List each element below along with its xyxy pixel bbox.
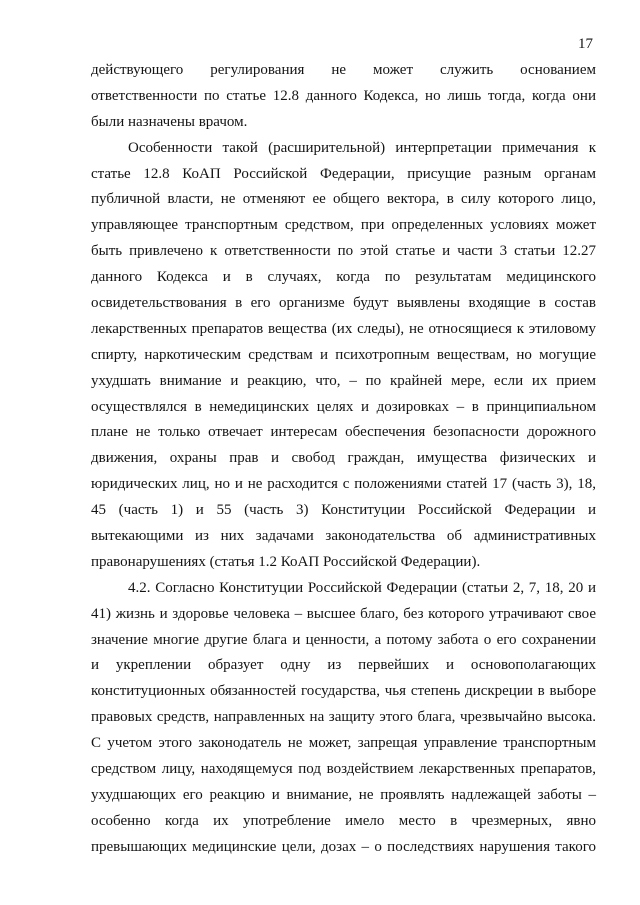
paragraph-line: конституционных обязанностей государства, чья степень дискреции в выборе [91,683,596,700]
paragraph-line: управляющее транспортным средством, при определенных условиях может [91,217,596,234]
paragraph-line: ухудшающих его реакцию и внимание, не проявлять надлежащей заботы – [91,786,596,803]
paragraph-line: и укреплении образует одну из первейших и основополагающих [91,657,596,674]
paragraph-line: 41) жизнь и здоровье человека – высшее благо, без которого утрачивают свое [91,605,596,622]
paragraph [91,136,596,576]
paragraph-line: значение многие другие блага и ценности, а потому забота о его сохранении [91,631,596,648]
paragraph-line: 45 (часть 1) и 55 (часть 3) Конституции Российской Федерации и [91,502,596,519]
paragraph-line: действующего регулирования не может служить основанием [91,62,596,78]
paragraph-line: движения, охраны прав и свобод граждан, имущества физических и [91,450,596,467]
paragraph-line: ответственности по статье 12.8 данного Кодекса, но лишь тогда, когда они [91,87,596,104]
paragraph-line: С учетом этого законодатель не может, запрещая управление транспортным [91,735,596,752]
paragraph-line: освидетельствования в его организме будут выявлены входящие в состав [91,295,596,312]
paragraph-line: ухудшать внимание и реакцию, что, – по крайней мере, если их прием [91,372,596,389]
paragraph-line: 4.2. Согласно Конституции Российской Федерации (статьи 2, 7, 18, 20 и [128,579,596,596]
paragraph-line: правовых средств, направленных на защиту этого блага, чрезвычайно высока. [91,709,596,726]
paragraph-line: публичной власти, не отменяют ее общего вектора, в силу которого лицо, [91,191,596,208]
paragraph-line: данного Кодекса и в случаях, когда по результатам медицинского [91,269,596,286]
body-text [91,58,596,861]
paragraph-line: Особенности такой (расширительной) интерпретации примечания к [128,139,596,156]
paragraph-line: превышающих медицинские цели, дозах – о последствиях нарушения такого [91,838,596,855]
paragraph-line: средством лицу, находящемуся под воздействием лекарственных препаратов, [91,761,596,778]
paragraph-line: вытекающими из них задачами законодательства об административных [91,528,596,545]
paragraph-line: быть привлечено к ответственности по этой статье и части 3 статьи 12.27 [91,243,596,260]
page-number: 17 [578,36,593,52]
paragraph [91,576,596,861]
paragraph-line: лекарственных препаратов вещества (их следы), не относящиеся к этиловому [91,320,596,337]
paragraph-line: статье 12.8 КоАП Российской Федерации, присущие разным органам [91,165,596,182]
paragraph-line: спирту, наркотическим средствам и психотропным веществам, но могущие [91,346,596,363]
paragraph-line: особенно когда их употребление имело место в чрезмерных, явно [91,812,596,829]
paragraph-line: юридических лиц, но и не расходится с положениями статей 17 (часть 3), 18, [91,476,596,493]
paragraph-line: осуществлялся в немедицинских целях и дозировках – в принципиальном [91,398,596,415]
paragraph-line: правонарушениях (статья 1.2 КоАП Российской Федерации). [91,553,481,570]
paragraph-line: плане не только отвечает интересам обеспечения безопасности дорожного [91,424,596,441]
paragraph-continued [91,58,596,136]
paragraph-line: были назначены врачом. [91,113,248,130]
